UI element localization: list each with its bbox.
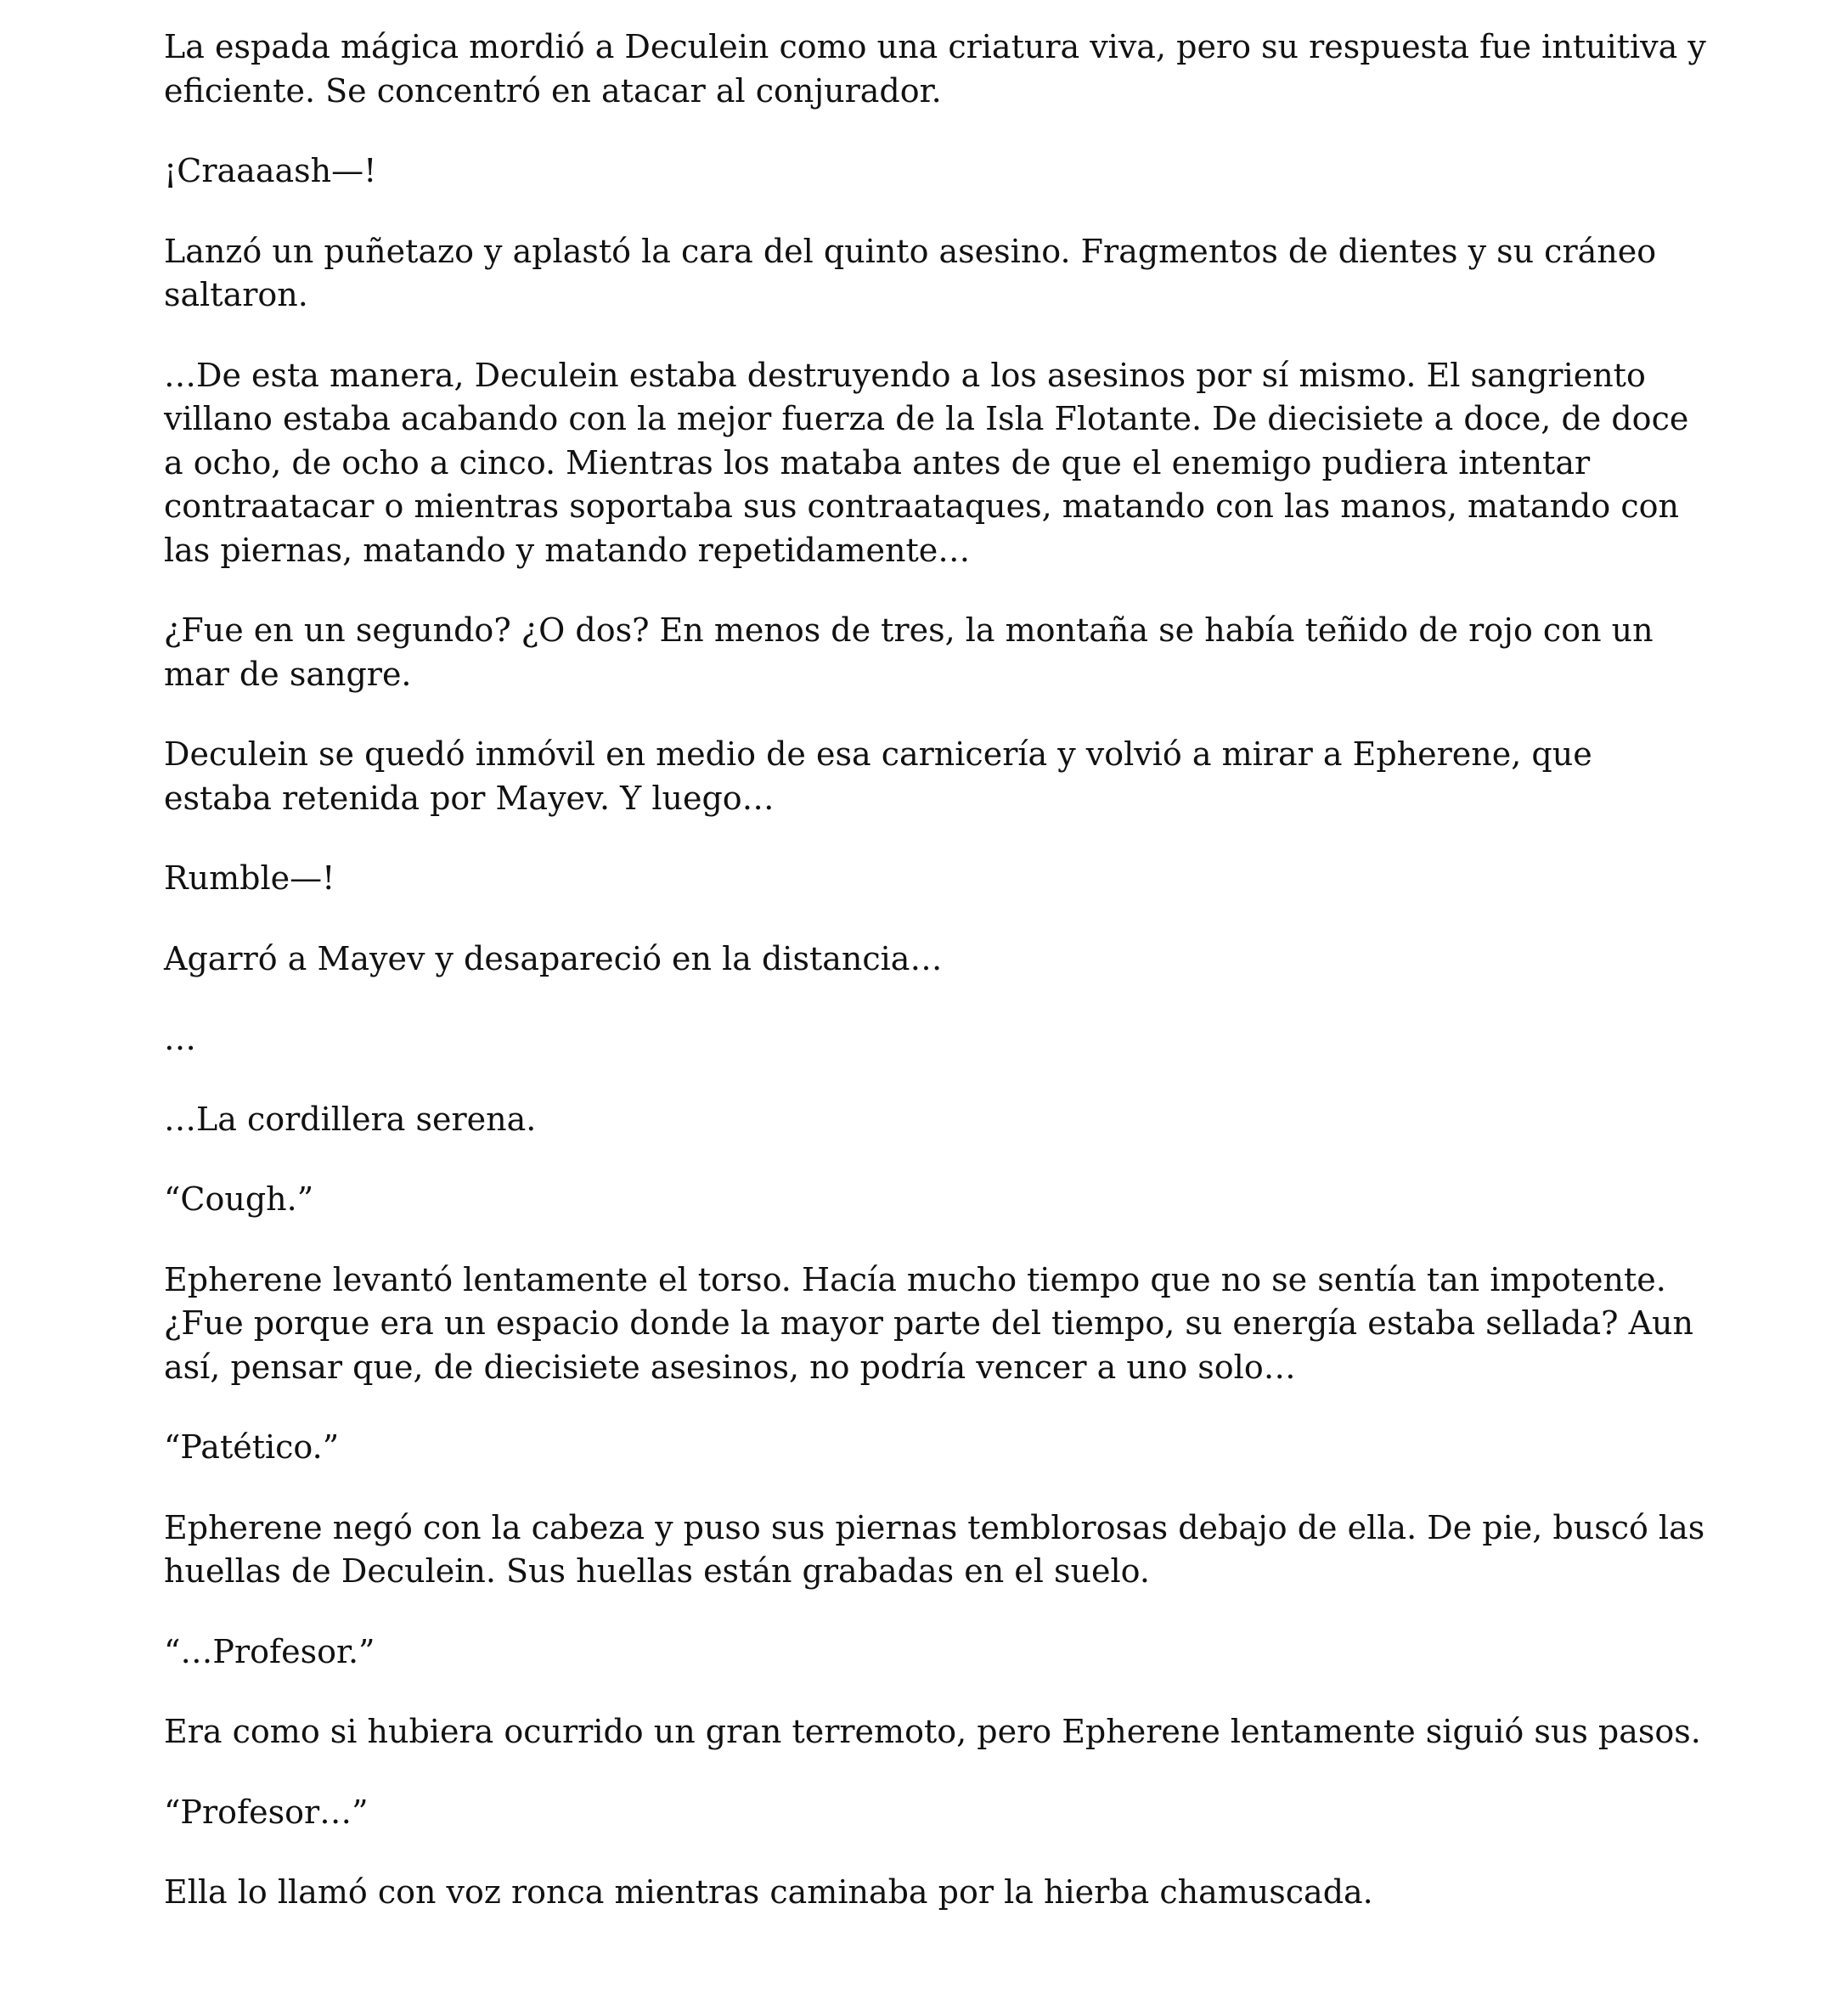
paragraph-8: Agarró a Mayev y desapareció en la distancia… xyxy=(164,939,943,977)
paragraph-14: Epherene negó con la cabeza y puso sus piernas temblorosas debajo de ella. De pie, buscó las huellas de Deculein. Sus huellas están grabadas en el suelo. xyxy=(164,1508,1705,1590)
document-page xyxy=(164,25,1710,1951)
paragraph-5: ¿Fue en un segundo? ¿O dos? En menos de tres, la montaña se había teñido de rojo con un mar de sangre. xyxy=(164,611,1654,693)
paragraph-10: …La cordillera serena. xyxy=(164,1100,537,1138)
paragraph-9: … xyxy=(164,1020,196,1057)
paragraph-2: ¡Craaaash—! xyxy=(164,152,377,189)
paragraph-6: Deculein se quedó inmóvil en medio de esa carnicería y volvió a mirar a Epherene, que estaba retenida por Mayev. Y luego… xyxy=(164,735,1592,817)
paragraph-4: …De esta manera, Deculein estaba destruyendo a los asesinos por sí mismo. El sangriento villano estaba acabando con la mejor fuerza de la Isla Flotante. De diecisiete a doce, de doce a ocho, de ocho a cinco. Mientras los mataba antes de que el enemigo pudiera intentar contraatacar o mientras soportaba sus contraataques, matando con las manos, matando con las piernas, matando y matando repetidamente… xyxy=(164,356,1689,569)
paragraph-17: “Profesor…” xyxy=(164,1793,369,1831)
paragraph-3: Lanzó un puñetazo y aplastó la cara del quinto asesino. Fragmentos de dientes y su cráneo saltaron. xyxy=(164,232,1657,313)
paragraph-11: “Cough.” xyxy=(164,1180,314,1218)
paragraph-16: Era como si hubiera ocurrido un gran terremoto, pero Epherene lentamente siguió sus pasos. xyxy=(164,1713,1701,1750)
paragraph-12: Epherene levantó lentamente el torso. Hacía mucho tiempo que no se sentía tan impotente. ¿Fue porque era un espacio donde la mayor parte del tiempo, su energía estaba sellada? Aun así, pensar que, de diecisiete asesinos, no podría vencer a uno solo… xyxy=(164,1260,1693,1386)
paragraph-7: Rumble—! xyxy=(164,859,335,897)
paragraph-1: La espada mágica mordió a Deculein como una criatura viva, pero su respuesta fue intuitiva y eficiente. Se concentró en atacar al conjurador. xyxy=(164,28,1706,110)
paragraph-18: Ella lo llamó con voz ronca mientras caminaba por la hierba chamuscada. xyxy=(164,1873,1373,1911)
paragraph-15: “…Profesor.” xyxy=(164,1632,375,1670)
paragraph-13: “Patético.” xyxy=(164,1428,340,1466)
